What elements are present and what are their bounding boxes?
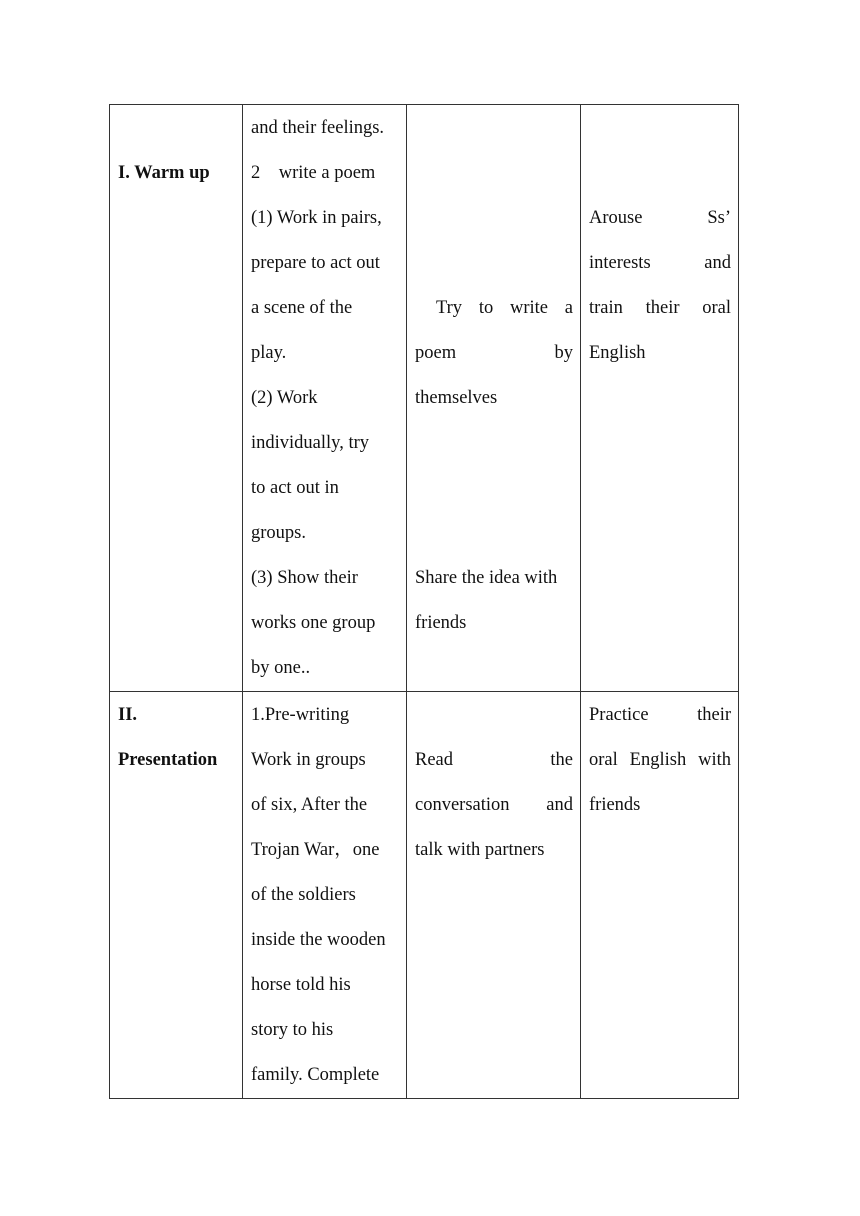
procedure-line: and their feelings.	[251, 118, 385, 138]
procedure-line: groups.	[251, 523, 306, 543]
purpose-line: English	[589, 343, 646, 363]
procedure-cell	[243, 105, 407, 692]
purpose-cell	[581, 105, 739, 692]
procedure-line: by one..	[251, 658, 311, 678]
activity-line: friends	[415, 613, 467, 633]
purpose-line: Practice their	[589, 705, 731, 725]
table-row-warm-up	[110, 105, 739, 692]
procedure-line: (3) Show their	[251, 568, 358, 588]
purpose-line: Arouse Ss’	[589, 208, 731, 228]
procedure-line: inside the wooden	[251, 930, 386, 950]
purpose-cell	[581, 692, 739, 1099]
activity-line: conversation and	[415, 795, 573, 815]
procedure-line: 1.Pre-writing	[251, 705, 350, 725]
purpose-line: oral English with	[589, 750, 731, 770]
activity-line: Try to write a	[436, 298, 573, 318]
table-row-presentation	[110, 692, 739, 1099]
procedure-line: individually, try	[251, 433, 370, 453]
activity-line: poem by	[415, 343, 573, 363]
procedure-line: works one group	[251, 613, 376, 633]
procedure-line: (1) Work in pairs,	[251, 208, 382, 228]
procedure-line: story to his	[251, 1020, 334, 1040]
procedure-line: horse told his	[251, 975, 351, 995]
purpose-line: train their oral	[589, 298, 731, 318]
lesson-plan-table	[109, 104, 739, 1099]
procedure-line: a scene of the	[251, 298, 353, 318]
procedure-cell	[243, 692, 407, 1099]
stage-label: Presentation	[118, 750, 218, 770]
activity-line: themselves	[415, 388, 498, 408]
procedure-line: (2) Work	[251, 388, 318, 408]
activity-line: Share the idea with	[415, 568, 558, 588]
procedure-line: prepare to act out	[251, 253, 380, 273]
procedure-line: 2 write a poem	[251, 163, 376, 183]
procedure-line: play.	[251, 343, 287, 363]
activity-line: talk with partners	[415, 840, 545, 860]
purpose-line: interests and	[589, 253, 731, 273]
activity-line: Read the	[415, 750, 573, 770]
procedure-line: of six, After the	[251, 795, 368, 815]
procedure-line: Trojan War，one	[251, 840, 380, 860]
procedure-line: of the soldiers	[251, 885, 356, 905]
procedure-line: Work in groups	[251, 750, 366, 770]
stage-cell	[110, 692, 243, 1099]
student-activity-cell	[407, 105, 581, 692]
purpose-line: friends	[589, 795, 641, 815]
stage-cell	[110, 105, 243, 692]
stage-label: I. Warm up	[118, 163, 210, 183]
procedure-line: to act out in	[251, 478, 339, 498]
student-activity-cell	[407, 692, 581, 1099]
stage-label: II.	[118, 705, 138, 725]
procedure-line: family. Complete	[251, 1065, 380, 1085]
